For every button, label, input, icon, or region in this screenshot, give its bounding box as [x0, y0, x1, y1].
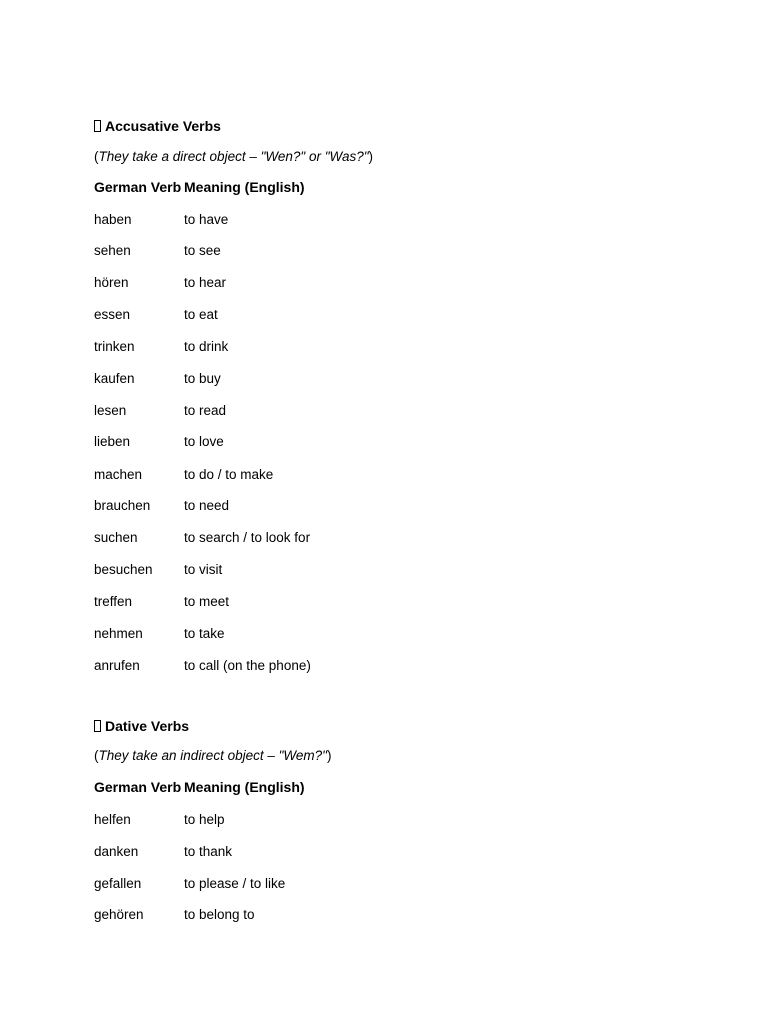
table-row: lesen to read	[94, 403, 227, 418]
table-row: essen to eat	[94, 307, 218, 322]
table-row: machen to do / to make	[94, 467, 274, 482]
table-row: treffen to meet	[94, 594, 230, 609]
table-row: hören to hear	[94, 275, 227, 290]
table-row: nehmen to take	[94, 626, 225, 641]
missing-glyph-icon	[94, 120, 101, 132]
section-note-dative: (They take an indirect object – "Wem?")	[94, 748, 332, 763]
table-row: sehen to see	[94, 243, 221, 258]
table-row: lieben to love	[94, 434, 224, 449]
table-row: gehören to belong to	[94, 907, 255, 922]
column-header-german: German Verb	[94, 779, 182, 795]
column-header-english: Meaning (English)	[184, 779, 305, 795]
table-row: trinken to drink	[94, 339, 229, 354]
section-title: Accusative Verbs	[105, 118, 221, 134]
column-header-german: German Verb	[94, 179, 182, 195]
table-row: danken to thank	[94, 844, 233, 859]
table-row: haben to have	[94, 212, 229, 227]
table-row: brauchen to need	[94, 498, 230, 513]
section-heading-accusative	[94, 117, 221, 135]
table-row: anrufen to call (on the phone)	[94, 658, 311, 673]
table-row: helfen to help	[94, 812, 225, 827]
missing-glyph-icon	[94, 720, 101, 732]
table-row: kaufen to buy	[94, 371, 221, 386]
table-header-dative	[94, 778, 305, 796]
table-row: besuchen to visit	[94, 562, 223, 577]
section-title: Dative Verbs	[105, 718, 190, 734]
table-row: suchen to search / to look for	[94, 530, 311, 545]
section-heading-dative	[94, 717, 189, 735]
column-header-english: Meaning (English)	[184, 179, 305, 195]
table-row: gefallen to please / to like	[94, 876, 286, 891]
section-note-accusative: (They take a direct object – "Wen?" or "Was?")	[94, 149, 374, 164]
table-header-accusative	[94, 178, 305, 196]
